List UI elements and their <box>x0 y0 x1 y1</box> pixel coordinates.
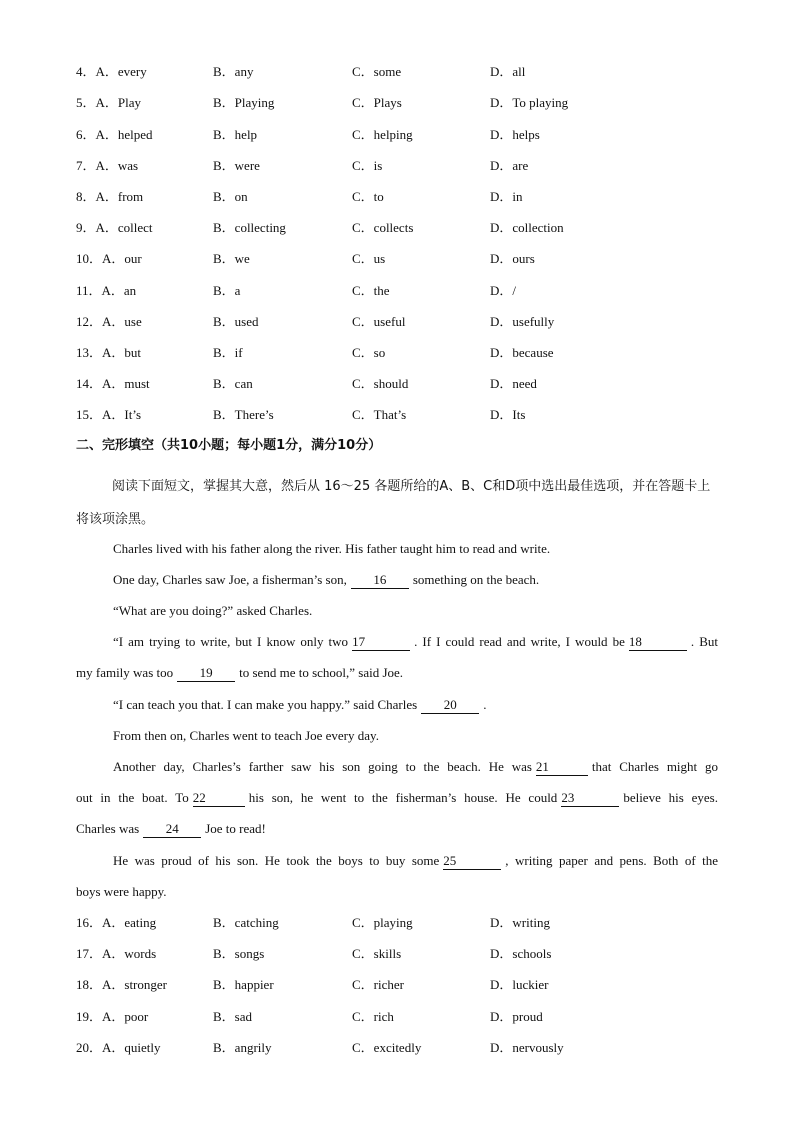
option-d: D．usefully <box>490 314 555 329</box>
question-label-option-a: 4．A．every <box>76 64 147 79</box>
option-c: C．collects <box>352 220 414 235</box>
option-d: D．collection <box>490 220 564 235</box>
option-b: B．catching <box>213 915 279 930</box>
passage-text: that Charles might go <box>591 759 718 774</box>
option-d: D．/ <box>490 283 517 298</box>
option-c: C．to <box>352 189 384 204</box>
question-label-option-a: 11．A．an <box>76 283 137 298</box>
option-d: D．schools <box>490 946 552 961</box>
option-c: C．excitedly <box>352 1040 422 1055</box>
passage-text: “I am trying to write, but I know only two <box>113 634 349 649</box>
question-label-option-a: 20．A．quietly <box>76 1040 161 1055</box>
question-label-option-a: 19．A．poor <box>76 1009 149 1024</box>
cloze-passage <box>76 539 718 909</box>
passage-line <box>76 788 718 808</box>
option-b: B．can <box>213 376 253 391</box>
option-b: B．on <box>213 189 248 204</box>
passage-line <box>113 570 718 590</box>
question-label-option-a: 10．A．our <box>76 251 142 266</box>
question-label-option-a: 12．A．use <box>76 314 142 329</box>
passage-text: From then on, Charles went to teach Joe every day. <box>113 728 379 743</box>
section-instruction: 阅读下面短文，掌握其大意，然后从 16～25 各题所给的A、B、C和D项中选出最佳选项，并在答题卡上将该项涂黑。 <box>76 479 711 527</box>
question-label-option-a: 15．A．It’s <box>76 407 142 422</box>
passage-line <box>113 695 718 715</box>
option-b: B．sad <box>213 1009 253 1024</box>
blank-18: 18 <box>629 634 687 651</box>
blank-21: 21 <box>536 759 588 776</box>
passage-line <box>113 726 718 746</box>
option-c: C．the <box>352 283 390 298</box>
option-b: B．used <box>213 314 259 329</box>
option-d: D．helps <box>490 127 540 142</box>
passage-text: boys were happy. <box>76 884 167 899</box>
option-d: D．are <box>490 158 529 173</box>
option-c: C．richer <box>352 977 404 992</box>
option-c: C．Plays <box>352 95 402 110</box>
blank-25: 25 <box>443 853 501 870</box>
passage-text: Joe to read! <box>205 821 266 836</box>
passage-text: . But <box>690 634 718 649</box>
passage-text: my family was too <box>76 665 174 680</box>
option-c: C．helping <box>352 127 413 142</box>
option-b: B．help <box>213 127 258 142</box>
option-d: D．To playing <box>490 95 569 110</box>
option-b: B．were <box>213 158 260 173</box>
option-c: C．so <box>352 345 386 360</box>
option-d: D．because <box>490 345 554 360</box>
option-b: B．a <box>213 283 241 298</box>
passage-text: believe his eyes. <box>623 790 718 805</box>
passage-line <box>113 851 718 871</box>
question-label-option-a: 7．A．was <box>76 158 139 173</box>
option-d: D．in <box>490 189 523 204</box>
option-b: B．songs <box>213 946 265 961</box>
option-d: D．proud <box>490 1009 543 1024</box>
option-c: C．rich <box>352 1009 394 1024</box>
option-b: B．we <box>213 251 250 266</box>
passage-text: “What are you doing?” asked Charles. <box>113 603 313 618</box>
passage-text: One day, Charles saw Joe, a fisherman’s son, <box>113 572 347 587</box>
question-label-option-a: 13．A．but <box>76 345 142 360</box>
question-label-option-a: 18．A．stronger <box>76 977 167 992</box>
option-c: C．should <box>352 376 409 391</box>
passage-line <box>76 663 718 683</box>
question-label-option-a: 17．A．words <box>76 946 157 961</box>
blank-20: 20 <box>421 697 479 714</box>
blank-22: 22 <box>193 790 245 807</box>
blank-23: 23 <box>561 790 619 807</box>
passage-text: his son, he went to the fisherman’s house. He could <box>248 790 558 805</box>
option-d: D．luckier <box>490 977 549 992</box>
option-c: C．playing <box>352 915 413 930</box>
passage-text: Charles was <box>76 821 140 836</box>
passage-line <box>113 757 718 777</box>
question-label-option-a: 5．A．Play <box>76 95 142 110</box>
passage-line <box>113 539 718 559</box>
blank-24: 24 <box>143 821 201 838</box>
option-d: D．writing <box>490 915 550 930</box>
option-b: B．if <box>213 345 243 360</box>
option-b: B．collecting <box>213 220 286 235</box>
option-c: C．is <box>352 158 383 173</box>
question-label-option-a: 6．A．helped <box>76 127 153 142</box>
passage-text: He was proud of his son. He took the boys to buy some <box>113 853 440 868</box>
blank-17: 17 <box>352 634 410 651</box>
option-b: B．angrily <box>213 1040 272 1055</box>
blank-16: 16 <box>351 572 409 589</box>
passage-text: , writing paper and pens. Both of the <box>505 853 719 868</box>
option-c: C．us <box>352 251 386 266</box>
question-label-option-a: 14．A．must <box>76 376 150 391</box>
passage-text: “I can teach you that. I can make you happy.” said Charles <box>113 697 418 712</box>
passage-line <box>76 819 718 839</box>
option-d: D．nervously <box>490 1040 564 1055</box>
passage-line <box>113 601 718 621</box>
option-b: B．Playing <box>213 95 275 110</box>
passage-text: something on the beach. <box>412 572 540 587</box>
option-c: C．skills <box>352 946 402 961</box>
passage-text: out in the boat. To <box>76 790 189 805</box>
option-b: B．There’s <box>213 407 274 422</box>
passage-line <box>113 632 718 652</box>
option-d: D．ours <box>490 251 535 266</box>
blank-19: 19 <box>177 665 235 682</box>
passage-text: Another day, Charles’s farther saw his son going to the beach. He was <box>113 759 532 774</box>
option-d: D．all <box>490 64 526 79</box>
question-label-option-a: 9．A．collect <box>76 220 153 235</box>
passage-line <box>76 882 718 902</box>
question-label-option-a: 16．A．eating <box>76 915 157 930</box>
question-label-option-a: 8．A．from <box>76 189 144 204</box>
option-c: C．some <box>352 64 402 79</box>
option-b: B．any <box>213 64 254 79</box>
option-c: C．useful <box>352 314 406 329</box>
option-b: B．happier <box>213 977 274 992</box>
passage-text: to send me to school,” said Joe. <box>239 665 404 680</box>
option-d: D．need <box>490 376 537 391</box>
option-c: C．That’s <box>352 407 407 422</box>
passage-text: . <box>483 697 487 712</box>
option-d: D．Its <box>490 407 526 422</box>
passage-text: Charles lived with his father along the river. His father taught him to read and write. <box>113 541 551 556</box>
section-heading: 二、完形填空（共10小题；每小题1分，满分10分） <box>76 438 382 453</box>
passage-text: . If I could read and write, I would be <box>414 634 625 649</box>
